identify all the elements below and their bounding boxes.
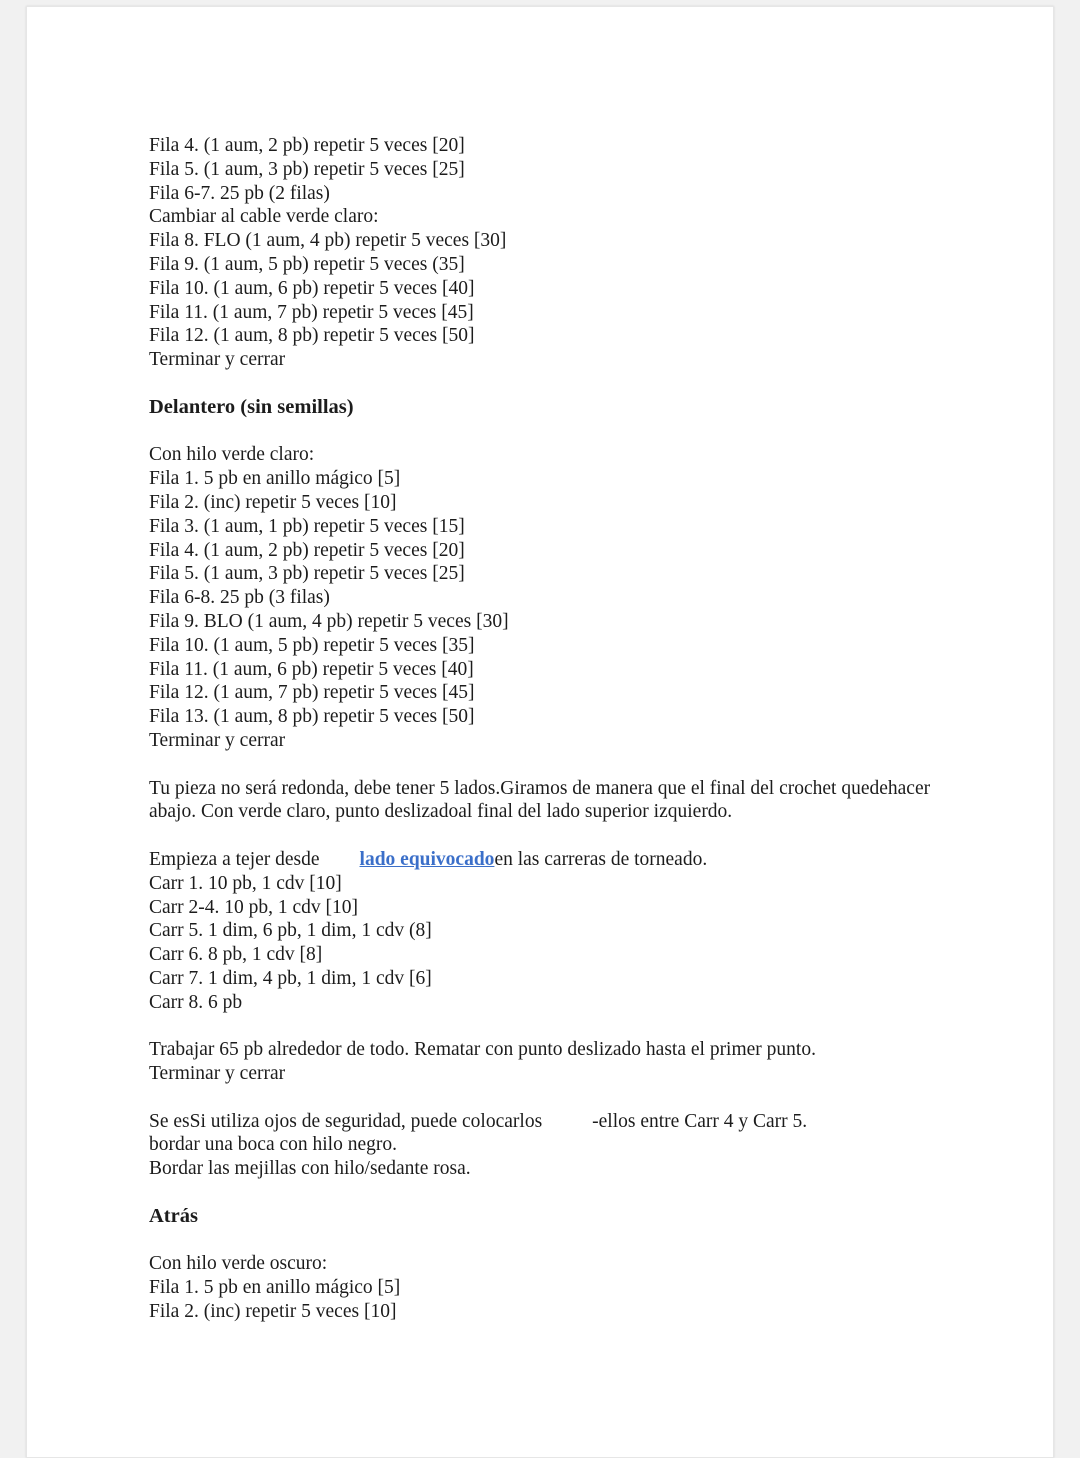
spacer — [149, 1181, 1009, 1205]
lado-equivocado-link[interactable]: lado equivocado — [359, 848, 495, 870]
empieza-line — [149, 848, 1009, 872]
text-line: Fila 10. (1 aum, 5 pb) repetir 5 veces [35] — [149, 634, 475, 656]
text-line: Cambiar al cable verde claro: — [149, 206, 379, 228]
empieza-text-after: en las carreras de torneado. — [494, 848, 708, 870]
paragraph-line: Tu pieza no será redonda, debe tener 5 lados.Giramos de manera que el final del crochet quedehacer — [149, 777, 931, 799]
document-content — [149, 134, 1009, 1324]
text-line: Fila 5. (1 aum, 3 pb) repetir 5 veces [25] — [149, 563, 465, 585]
empieza-text: Empieza a tejer desde — [149, 848, 320, 870]
text-line: Trabajar 65 pb alrededor de todo. Rematar con punto deslizado hasta el primer punto. — [149, 1039, 816, 1061]
ojos-line — [149, 1110, 1009, 1134]
spacer — [149, 420, 1009, 444]
text-line: Fila 9. (1 aum, 5 pb) repetir 5 veces (35] — [149, 253, 465, 275]
text-line: Fila 1. 5 pb en anillo mágico [5] — [149, 468, 401, 490]
text-line: Bordar las mejillas con hilo/sedante rosa. — [149, 1158, 471, 1180]
text-line: Fila 3. (1 aum, 1 pb) repetir 5 veces [15] — [149, 515, 465, 537]
text-line: Carr 7. 1 dim, 4 pb, 1 dim, 1 cdv [6] — [149, 967, 432, 989]
text-line: Fila 5. (1 aum, 3 pb) repetir 5 veces [25] — [149, 158, 465, 180]
spacer — [149, 753, 1009, 777]
text-line: Fila 12. (1 aum, 7 pb) repetir 5 veces [45] — [149, 682, 475, 704]
spacer — [149, 372, 1009, 396]
text-line: Fila 8. FLO (1 aum, 4 pb) repetir 5 veces [30] — [149, 230, 507, 252]
text-line: Fila 11. (1 aum, 6 pb) repetir 5 veces [40] — [149, 658, 474, 680]
text-line: Carr 2-4. 10 pb, 1 cdv [10] — [149, 896, 359, 918]
text-line: Fila 2. (inc) repetir 5 veces [10] — [149, 491, 397, 513]
text-line: Terminar y cerrar — [149, 1063, 286, 1085]
spacer — [149, 1086, 1009, 1110]
text-line: Terminar y cerrar — [149, 729, 286, 751]
ojos-text: Se esSi utiliza ojos de seguridad, puede colocarlos — [149, 1110, 543, 1132]
text-line: Con hilo verde oscuro: — [149, 1253, 328, 1275]
text-line: Fila 9. BLO (1 aum, 4 pb) repetir 5 veces [30] — [149, 610, 509, 632]
spacer — [149, 824, 1009, 848]
text-line: Carr 8. 6 pb — [149, 991, 243, 1013]
text-line: Fila 10. (1 aum, 6 pb) repetir 5 veces [40] — [149, 277, 475, 299]
text-line: Fila 11. (1 aum, 7 pb) repetir 5 veces [45] — [149, 301, 474, 323]
text-line: Carr 6. 8 pb, 1 cdv [8] — [149, 944, 323, 966]
spacer — [149, 1229, 1009, 1253]
text-line: Con hilo verde claro: — [149, 444, 315, 466]
text-line: Carr 1. 10 pb, 1 cdv [10] — [149, 872, 342, 894]
text-line: Fila 6-7. 25 pb (2 filas) — [149, 182, 330, 204]
text-line: Carr 5. 1 dim, 6 pb, 1 dim, 1 cdv (8] — [149, 920, 432, 942]
text-line: Terminar y cerrar — [149, 349, 286, 371]
text-line: bordar una boca con hilo negro. — [149, 1134, 397, 1156]
spacer — [149, 1014, 1009, 1038]
section-heading-delantero: Delantero (sin semillas) — [149, 395, 354, 418]
text-line: Fila 6-8. 25 pb (3 filas) — [149, 587, 330, 609]
ojos-text-after: -ellos entre Carr 4 y Carr 5. — [592, 1110, 808, 1132]
text-line: Fila 4. (1 aum, 2 pb) repetir 5 veces [20] — [149, 135, 465, 156]
text-line: Fila 4. (1 aum, 2 pb) repetir 5 veces [20] — [149, 539, 465, 561]
document-page — [26, 6, 1054, 1458]
paragraph-line: abajo. Con verde claro, punto deslizadoal final del lado superior izquierdo. — [149, 801, 733, 823]
text-line: Fila 2. (inc) repetir 5 veces [10] — [149, 1301, 397, 1323]
text-line: Fila 12. (1 aum, 8 pb) repetir 5 veces [50] — [149, 325, 475, 347]
section-heading-atras: Atrás — [149, 1204, 198, 1227]
text-line: Fila 13. (1 aum, 8 pb) repetir 5 veces [50] — [149, 706, 475, 728]
text-line: Fila 1. 5 pb en anillo mágico [5] — [149, 1277, 401, 1299]
